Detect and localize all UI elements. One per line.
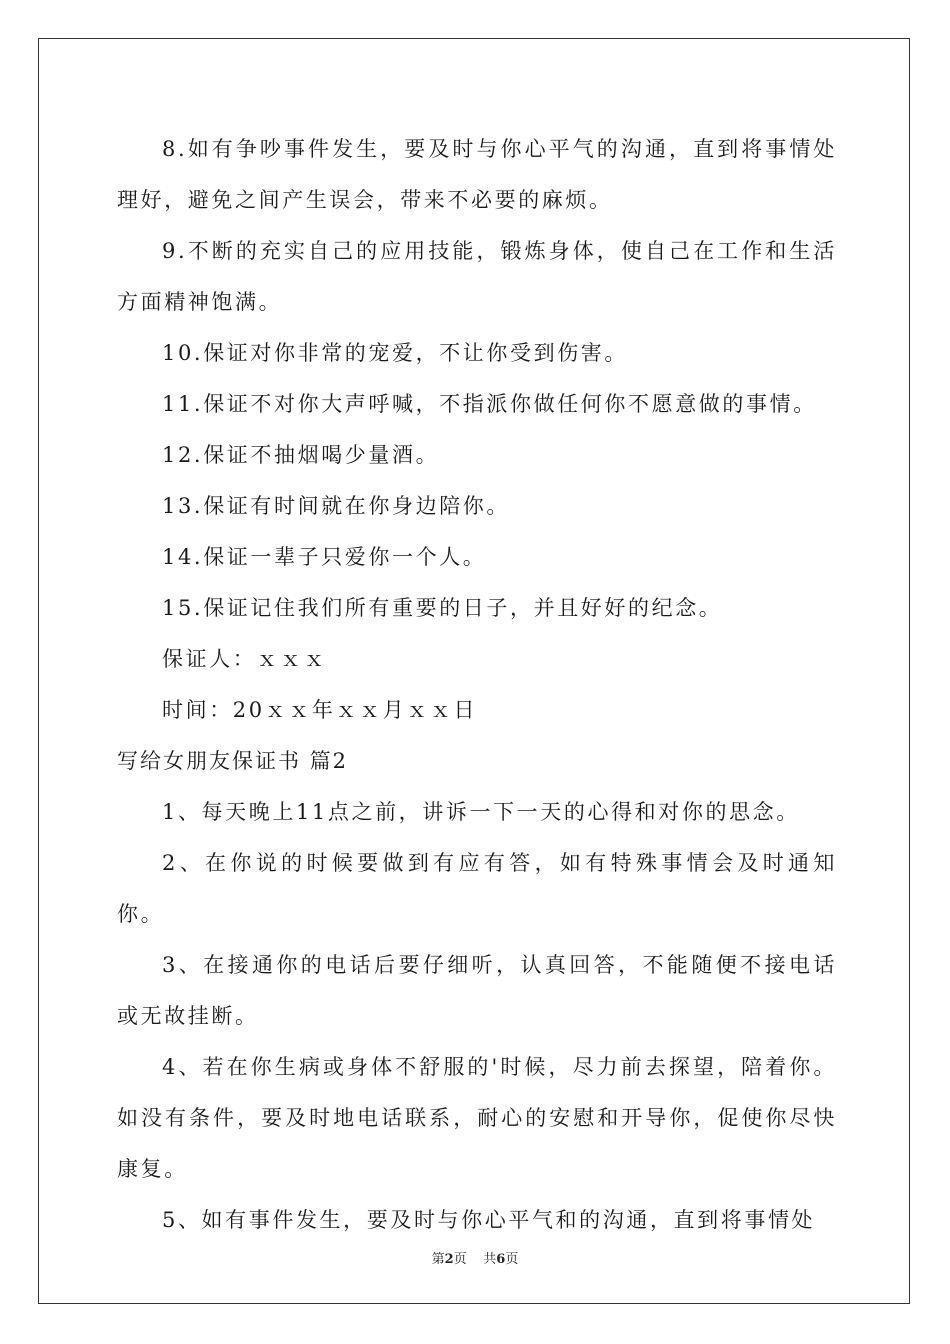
paragraph-item-4: 4、若在你生病或身体不舒服的'时候，尽力前去探望，陪着你。如没有条件，要及时地电话联系，耐心的安慰和开导你，促使你尽快康复。 bbox=[117, 1055, 837, 1181]
paragraph-item-15: 15.保证记住我们所有重要的日子，并且好好的纪念。 bbox=[162, 596, 723, 620]
paragraph-item-3: 3、在接通你的电话后要仔细听，认真回答，不能随便不接电话或无故挂断。 bbox=[117, 953, 837, 1028]
section-heading: 写给女朋友保证书 篇2 bbox=[117, 749, 349, 773]
date-line: 时间：20ｘｘ年ｘｘ月ｘｘ日 bbox=[162, 698, 478, 722]
paragraph-item-11: 11.保证不对你大声呼喊，不指派你做任何你不愿意做的事情。 bbox=[162, 392, 817, 416]
paragraph-item-8: 8.如有争吵事件发生，要及时与你心平气的沟通，直到将事情处理好，避免之间产生误会，带来不必要的麻烦。 bbox=[117, 137, 837, 212]
page-total: 6 bbox=[496, 1252, 506, 1267]
paragraph-item-13: 13.保证有时间就在你身边陪你。 bbox=[162, 494, 510, 518]
total-prefix: 共 bbox=[483, 1252, 497, 1267]
paragraph-item-9: 9.不断的充实自己的应用技能，锻炼身体，使自己在工作和生活方面精神饱满。 bbox=[117, 239, 837, 314]
guarantor-line: 保证人：ｘｘｘ bbox=[162, 647, 328, 671]
page-suffix: 页 bbox=[453, 1252, 467, 1267]
page-footer bbox=[0, 1248, 950, 1267]
paragraph-item-14: 14.保证一辈子只爱你一个人。 bbox=[162, 545, 487, 569]
document-body bbox=[117, 124, 837, 1246]
paragraph-item-5: 5、如有事件发生，要及时与你心平气和的沟通，直到将事情处 bbox=[162, 1208, 816, 1232]
paragraph-item-10: 10.保证对你非常的宠爱，不让你受到伤害。 bbox=[162, 341, 628, 365]
paragraph-item-2: 2、在你说的时候要做到有应有答，如有特殊事情会及时通知你。 bbox=[117, 851, 837, 926]
paragraph-item-12: 12.保证不抽烟喝少量酒。 bbox=[162, 443, 440, 467]
page-current: 2 bbox=[444, 1252, 454, 1267]
total-suffix: 页 bbox=[505, 1252, 519, 1267]
page-prefix: 第 bbox=[431, 1252, 445, 1267]
paragraph-item-1: 1、每天晚上11点之前，讲诉一下一天的心得和对你的思念。 bbox=[162, 800, 800, 824]
